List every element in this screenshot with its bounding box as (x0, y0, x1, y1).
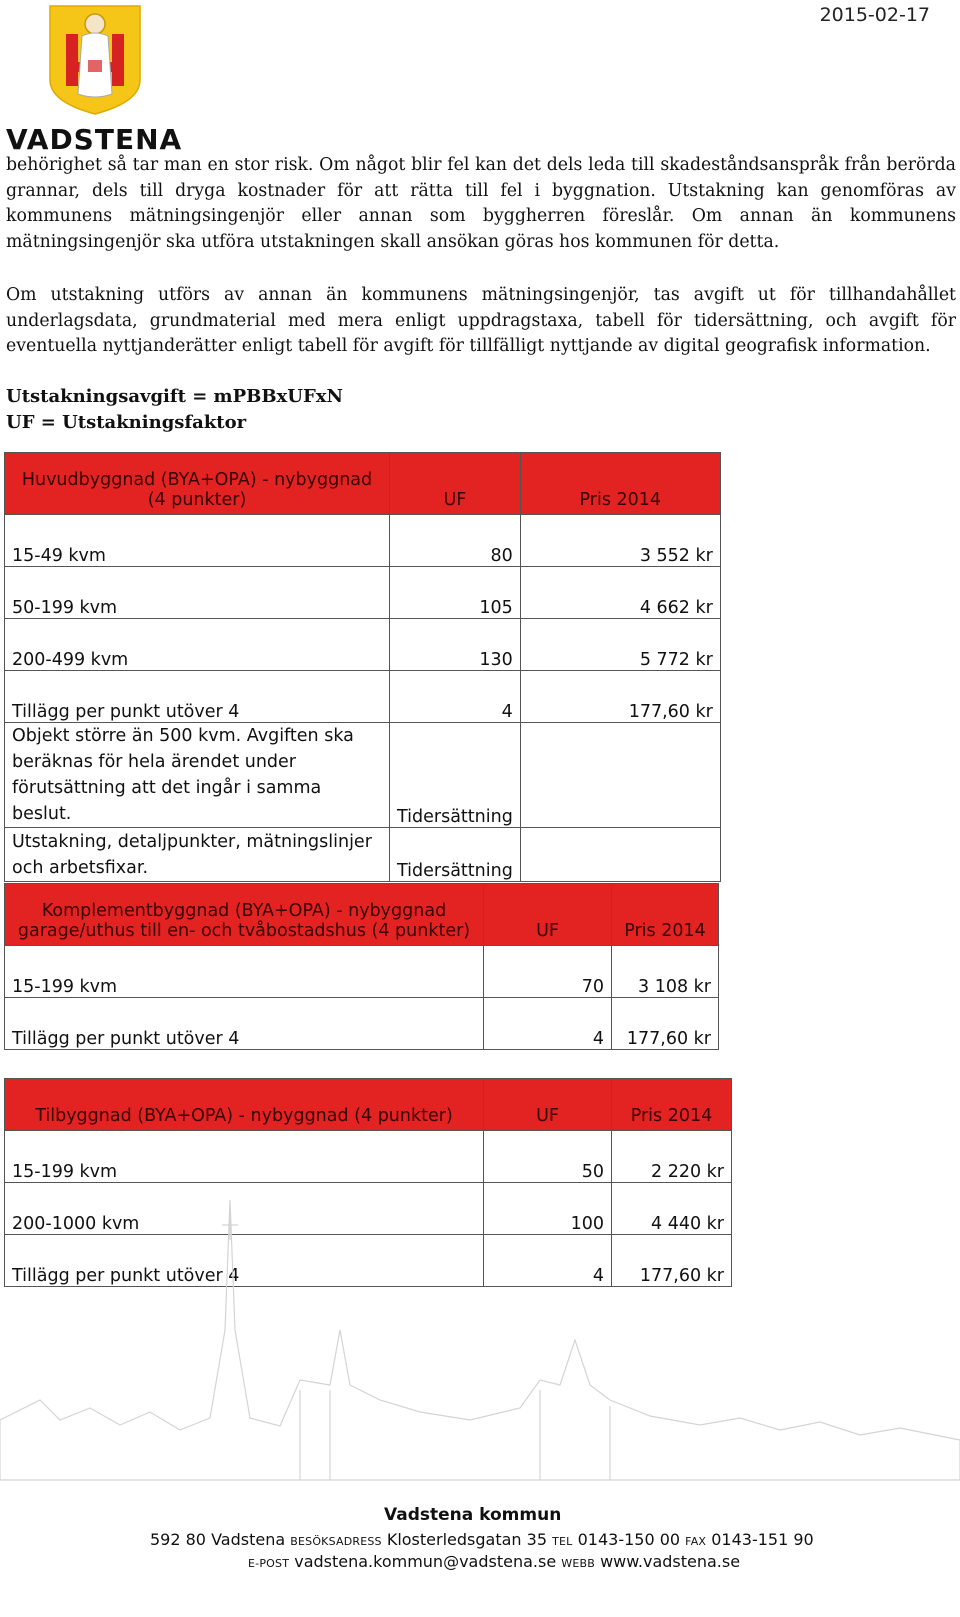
table-cell: 3 552 kr (520, 515, 720, 567)
footer-web-label: WEBB (561, 1557, 595, 1570)
header-cell: Pris 2014 (612, 884, 719, 946)
table-cell: 15-199 kvm (5, 946, 484, 998)
footer-tel-label: TEL (552, 1535, 573, 1548)
table-cell: 4 662 kr (520, 567, 720, 619)
fee-table-main (4, 452, 721, 882)
table-cell: 3 108 kr (612, 946, 719, 998)
table-cell: 15-199 kvm (5, 1131, 484, 1183)
table-row (5, 1131, 732, 1183)
table-cell: Tillägg per punkt utöver 4 (5, 1235, 484, 1287)
formula-block (6, 384, 343, 436)
header-cell: UF (390, 453, 521, 515)
table-cell: 2 220 kr (612, 1131, 732, 1183)
footer-visit-label: BESÖKSADRESS (290, 1535, 382, 1548)
table-cell: 200-499 kvm (5, 619, 390, 671)
table-cell: 70 (484, 946, 612, 998)
table-row (5, 567, 721, 619)
table-cell: Objekt större än 500 kvm. Avgiften ska beräknas för hela ärendet under förutsättning att det ingår i samma beslut. (5, 723, 390, 828)
footer-email-link[interactable]: vadstena.kommun@vadstena.se (294, 1552, 557, 1571)
table-row (5, 723, 721, 828)
table-cell (520, 723, 720, 828)
table-cell: Tillägg per punkt utöver 4 (5, 671, 390, 723)
table-cell: 130 (390, 619, 521, 671)
table-cell: 4 (484, 1235, 612, 1287)
footer-email-label: E-POST (248, 1557, 290, 1570)
footer-contact-line (248, 1552, 740, 1571)
footer-fax-value: 0143-151 90 (711, 1530, 814, 1549)
footer-address-line (150, 1530, 814, 1549)
table-cell (520, 828, 720, 882)
footer-tel-value: 0143-150 00 (577, 1530, 681, 1549)
formula-line-1: Utstakningsavgift = mPBBxUFxN (6, 386, 343, 407)
body-paragraph-1: behörighet så tar man en stor risk. Om något blir fel kan det dels leda till skadeståndsanspråk från berörda grannar, dels till dryga kostnader för att rätta till fel i byggnation. Utstakning kan genomföras av kommunens mätningsingenjör eller annan som byggherren föreslår. Om annan än kommunens mätningsingenjör ska utföra utstakningen skall ansökan göras hos kommunen för detta. (6, 155, 956, 252)
date: 2015-02-17 (819, 4, 930, 26)
table-cell: 177,60 kr (612, 998, 719, 1050)
table-row (5, 619, 721, 671)
table-cell: 50-199 kvm (5, 567, 390, 619)
table-cell: 100 (484, 1183, 612, 1235)
table-cell: 200-1000 kvm (5, 1183, 484, 1235)
table-cell: 177,60 kr (612, 1235, 732, 1287)
table-cell: Utstakning, detaljpunkter, mätningslinjer och arbetsfixar. (5, 828, 390, 882)
table-header-row (5, 1079, 732, 1131)
footer-postal: 592 80 Vadstena (150, 1530, 286, 1549)
header-cell: Komplementbyggnad (BYA+OPA) - nybyggnad garage/uthus till en- och tvåbostadshus (4 punkter) (5, 884, 484, 946)
fee-table-complement (4, 883, 719, 1050)
footer-fax-label: FAX (685, 1535, 707, 1548)
table-cell: 177,60 kr (520, 671, 720, 723)
table-row (5, 828, 721, 882)
table-cell: Tillägg per punkt utöver 4 (5, 998, 484, 1050)
table-row (5, 671, 721, 723)
body-paragraph-2: Om utstakning utförs av annan än kommunens mätningsingenjör, tas avgift ut för tillhandahållet underlagsdata, grundmaterial med mera enligt uppdragstaxa, tabell för tidersättning, och avgift för eventuella nyttjanderätter enligt tabell för avgift för tillfälligt nyttjande av digital geografisk information. (6, 285, 956, 356)
table-cell: 4 (484, 998, 612, 1050)
header-cell: Tilbyggnad (BYA+OPA) - nybyggnad (4 punkter) (5, 1079, 484, 1131)
table-row (5, 515, 721, 567)
header-cell: Pris 2014 (520, 453, 720, 515)
table-cell: 15-49 kvm (5, 515, 390, 567)
brand-wordmark: VADSTENA (6, 123, 183, 156)
table-cell: 105 (390, 567, 521, 619)
table-cell: Tidersättning (390, 828, 521, 882)
table-cell: 5 772 kr (520, 619, 720, 671)
footer-visit-value: Klosterledsgatan 35 (386, 1530, 547, 1549)
table-cell: 4 440 kr (612, 1183, 732, 1235)
footer-web-link[interactable]: www.vadstena.se (600, 1552, 741, 1571)
table-row (5, 998, 719, 1050)
table-cell: 80 (390, 515, 521, 567)
header-cell: Pris 2014 (612, 1079, 732, 1131)
header-cell: UF (484, 884, 612, 946)
table-header-row (5, 453, 721, 515)
header-cell: UF (484, 1079, 612, 1131)
table-cell: 50 (484, 1131, 612, 1183)
formula-line-2: UF = Utstakningsfaktor (6, 412, 247, 433)
town-skyline-watermark (0, 1180, 960, 1500)
header-cell: Huvudbyggnad (BYA+OPA) - nybyggnad (4 punkter) (5, 453, 390, 515)
table-cell: 4 (390, 671, 521, 723)
footer-org-name: Vadstena kommun (384, 1505, 562, 1525)
table-cell: Tidersättning (390, 723, 521, 828)
table-header-row (5, 884, 719, 946)
table-row (5, 946, 719, 998)
